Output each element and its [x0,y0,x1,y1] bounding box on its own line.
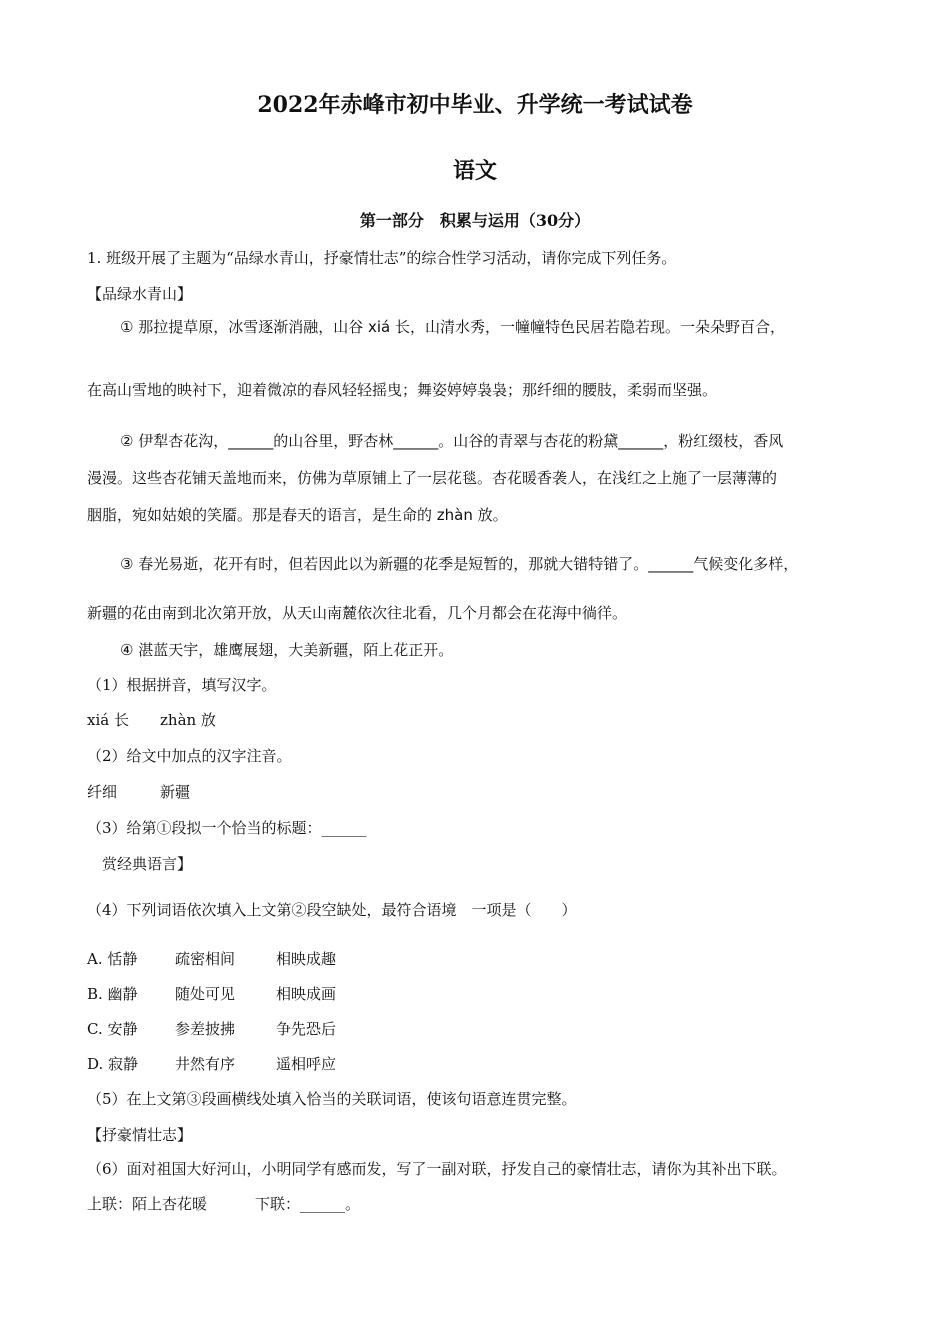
couplet-line [87,1194,880,1214]
subquestion-1-items [87,710,880,730]
option-b [87,984,880,1004]
heading-green-mountains: 【品绿水青山】 [87,285,193,303]
subquestion-5: （5）在上文第③段画横线处填入恰当的关联词语，使该句语意连贯完整。 [87,1090,577,1108]
passage-para2-line2: 漫漫。这些杏花铺天盖地而来，仿佛为草原铺上了一层花毯。杏花暖香袭人，在浅红之上施了一层薄薄的 [87,469,778,487]
question-intro: 1. 班级开展了主题为“品绿水青山，抒豪情壮志”的综合性学习活动，请你完成下列任务。 [87,249,677,267]
option-d [87,1054,880,1074]
option-d-word3: 遥相呼应 [276,1055,337,1073]
option-c [87,1019,880,1039]
section-heading: 第一部分 积累与运用（30分） [359,211,591,230]
subject-title: 语文 [452,158,497,184]
option-d-word2: 井然有序 [175,1055,236,1073]
pinyin-item-zhan: zhàn 放 [160,711,216,729]
option-b-word2: 随处可见 [175,985,236,1003]
option-a [87,949,880,969]
option-a-label: A. 恬静 [87,950,138,968]
couplet-upper: 上联：陌上杏花暖 [87,1195,208,1213]
couplet-lower-blank: 下联：______。 [255,1195,361,1213]
passage-para4: ④ 湛蓝天宇，雄鹰展翅，大美新疆，陌上花正开。 [120,641,454,659]
passage-para3-line2: 新疆的花由南到北次第开放，从天山南麓依次往北看，几个月都会在花海中徜徉。 [87,604,628,622]
subquestion-1: （1）根据拼音，填写汉字。 [87,676,277,694]
option-a-word3: 相映成趣 [276,950,337,968]
passage-para1-line2: 在高山雪地的映衬下，迎着微凉的春风轻轻摇曳；舞姿婷婷袅袅；那纤细的腰肢，柔弱而坚强。 [87,381,718,399]
passage-para2-line1: ② 伊犁杏花沟，______的山谷里，野杏林______。山谷的青翠与杏花的粉黛______，粉红缀枝，香风 [120,432,784,450]
subquestion-4: （4）下列词语依次填入上文第②段空缺处，最符合语境 一项是（ ） [87,901,577,919]
subquestion-2-items [87,782,880,802]
exam-title: 2022年赤峰市初中毕业、升学统一考试试卷 [257,92,693,118]
char-item-xinjiang: 新疆 [160,783,191,801]
option-c-word3: 争先恐后 [276,1020,337,1038]
option-c-label: C. 安静 [87,1020,138,1038]
passage-para2-line3: 胭脂，宛如姑娘的笑靥。那是春天的语言，是生命的 zhàn 放。 [87,506,508,524]
passage-para1-line1: ① 那拉提草原，冰雪逐渐消融，山谷 xiá 长，山清水秀，一幢幢特色民居若隐若现。一朵朵野百合， [120,318,785,336]
passage-para3-line1: ③ 春光易逝，花开有时，但若因此以为新疆的花季是短暂的，那就大错特错了。______气候变化多样， [120,555,799,573]
subquestion-2: （2）给文中加点的汉字注音。 [87,747,292,765]
subquestion-3: （3）给第①段拟一个恰当的标题：______ [87,819,367,837]
option-a-word2: 疏密相间 [175,950,236,968]
option-d-label: D. 寂静 [87,1055,139,1073]
pinyin-item-xia: xiá 长 [87,711,129,729]
heading-ambition: 【抒豪情壮志】 [87,1126,193,1144]
char-item-xianxi: 纤细 [87,783,118,801]
heading-classic-language: 赏经典语言】 [87,855,193,873]
subquestion-6: （6）面对祖国大好河山，小明同学有感而发，写了一副对联，抒发自己的豪情壮志，请你为其补出下联。 [87,1160,787,1178]
option-c-word2: 参差披拂 [175,1020,236,1038]
option-b-label: B. 幽静 [87,985,138,1003]
option-b-word3: 相映成画 [276,985,337,1003]
